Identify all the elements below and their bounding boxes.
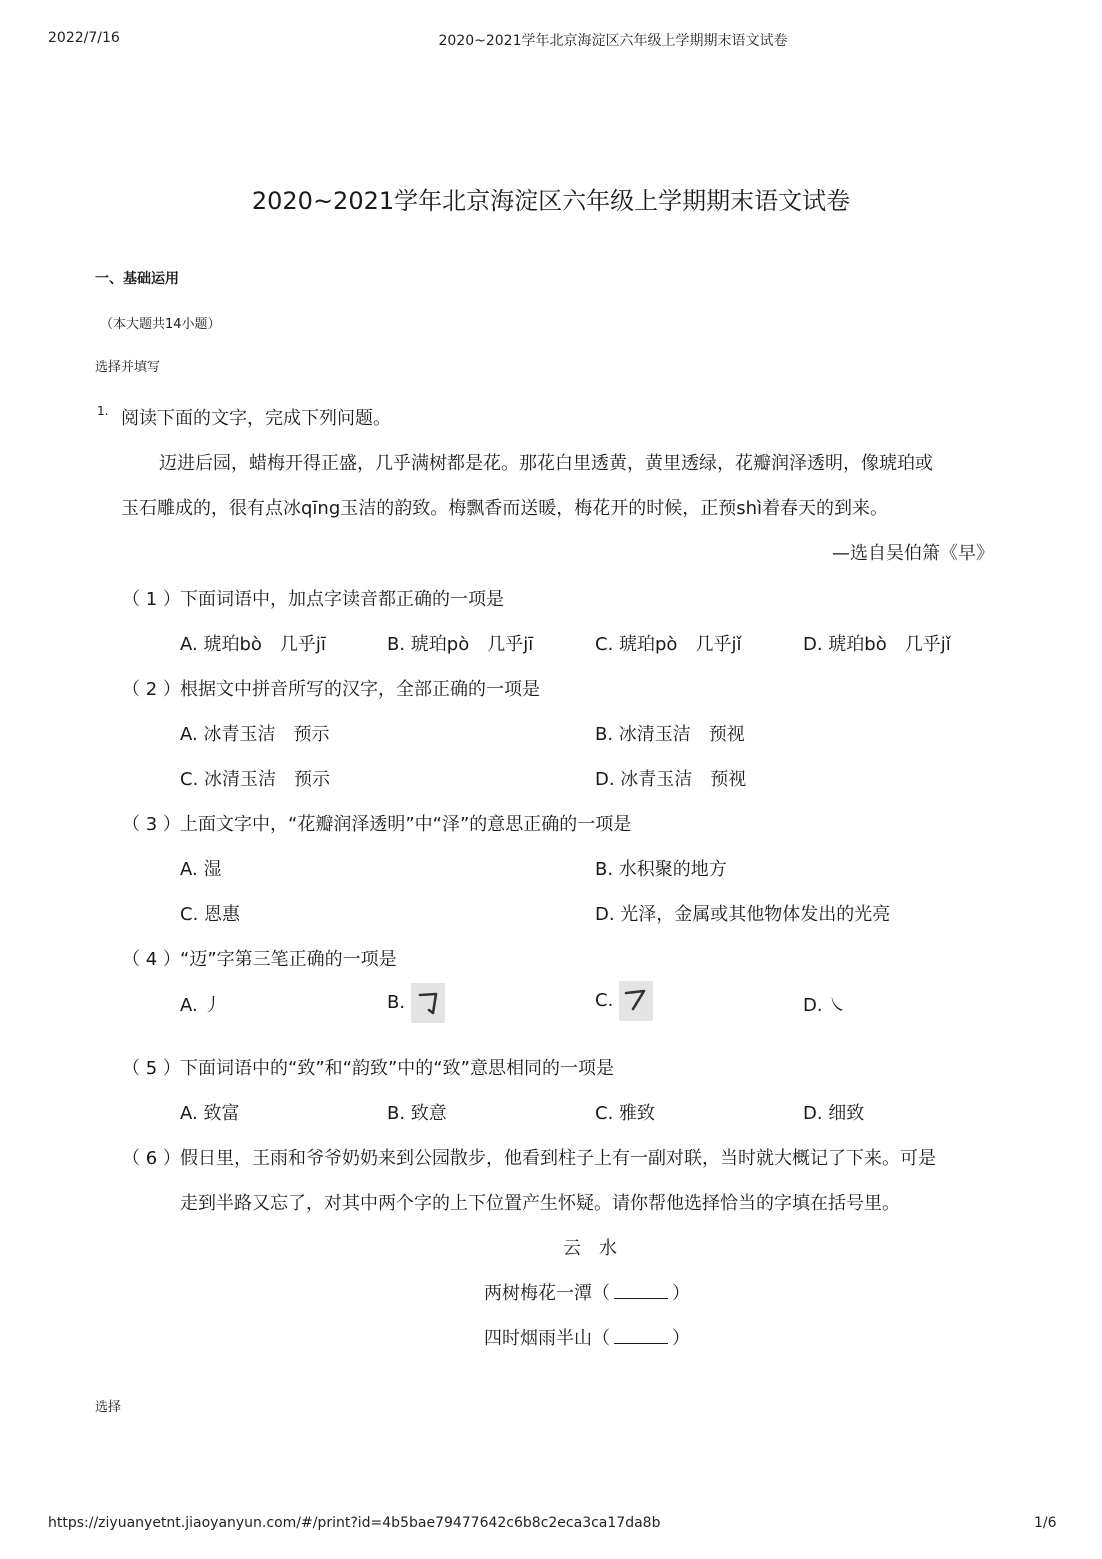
sub-question-text: 上面文字中，“花瓣润泽透明”中“泽”的意思正确的一项是 bbox=[180, 814, 632, 835]
sub-question-number: （ 5 ） bbox=[122, 1058, 181, 1079]
passage-line-1: 迈进后园，蜡梅开得正盛，几乎满树都是花。那花白里透黄，黄里透绿，花瓣润泽透明，像琥珀或 bbox=[159, 453, 933, 474]
sub-question-text-line-1: 假日里，王雨和爷爷奶奶来到公园散步，他看到柱子上有一副对联，当时就大概记了下来。可是 bbox=[180, 1148, 936, 1169]
section-note: （本大题共14小题） bbox=[100, 317, 221, 332]
option-c[interactable]: C. 琥珀pò 几乎jǐ bbox=[595, 634, 742, 655]
question-type: 选择并填写 bbox=[95, 360, 161, 375]
option-b[interactable] bbox=[387, 983, 445, 1023]
option-b[interactable]: B. 琥珀pò 几乎jī bbox=[387, 634, 534, 655]
sub-question-number: （ 3 ） bbox=[122, 814, 181, 835]
couplet-choices: 云 水 bbox=[563, 1238, 617, 1259]
option-b[interactable]: B. 致意 bbox=[387, 1103, 447, 1124]
sub-question-text: 下面词语中，加点字读音都正确的一项是 bbox=[180, 589, 504, 610]
option-c[interactable]: C. 恩惠 bbox=[180, 904, 241, 925]
print-header-title: 2020~2021学年北京海淀区六年级上学期期末语文试卷 bbox=[438, 33, 788, 49]
option-b[interactable]: B. 水积聚的地方 bbox=[595, 859, 727, 880]
sub-question-text: “迈”字第三笔正确的一项是 bbox=[180, 949, 397, 970]
option-c[interactable]: C. 冰清玉洁 预示 bbox=[180, 769, 331, 790]
option-c[interactable] bbox=[595, 981, 653, 1021]
option-b-label: B. bbox=[387, 992, 406, 1013]
sub-question-number: （ 1 ） bbox=[122, 589, 181, 610]
couplet-line-2 bbox=[484, 1324, 690, 1350]
sub-question-text: 下面词语中的“致”和“韵致”中的“致”意思相同的一项是 bbox=[180, 1058, 614, 1079]
couplet-line-1 bbox=[484, 1279, 690, 1305]
option-b[interactable]: B. 冰清玉洁 预视 bbox=[595, 724, 745, 745]
option-d[interactable]: D. ㇏ bbox=[803, 995, 847, 1016]
couplet-close-paren: ） bbox=[672, 1328, 690, 1349]
passage-line-2: 玉石雕成的，很有点冰qīng玉洁的韵致。梅飘香而送暖，梅花开的时候，正预shì着春天的到来。 bbox=[121, 498, 889, 519]
option-d[interactable]: D. 冰青玉洁 预视 bbox=[595, 769, 747, 790]
page-number: 1/6 bbox=[1034, 1515, 1057, 1531]
couplet-close-paren: ） bbox=[672, 1283, 690, 1304]
couplet-line-1-text: 两树梅花一潭（ bbox=[484, 1283, 610, 1304]
page-title: 2020~2021学年北京海淀区六年级上学期期末语文试卷 bbox=[251, 187, 851, 215]
sub-question-number: （ 6 ） bbox=[122, 1148, 181, 1169]
option-c[interactable]: C. 雅致 bbox=[595, 1103, 656, 1124]
next-question-type: 选择 bbox=[95, 1400, 122, 1415]
option-d[interactable]: D. 琥珀bò 几乎jǐ bbox=[803, 634, 951, 655]
option-a[interactable]: A. 致富 bbox=[180, 1103, 240, 1124]
sub-question-text-line-2: 走到半路又忘了，对其中两个字的上下位置产生怀疑。请你帮他选择恰当的字填在括号里。 bbox=[180, 1193, 900, 1214]
section-heading: 一、基础运用 bbox=[95, 271, 179, 287]
couplet-line-2-text: 四时烟雨半山（ bbox=[484, 1328, 610, 1349]
footer-url[interactable]: https://ziyuanyetnt.jiaoyanyun.com/#/print?id=4b5bae79477642c6b8c2eca3ca17da8b bbox=[48, 1515, 661, 1531]
answer-blank[interactable] bbox=[614, 1282, 668, 1299]
question-prompt: 阅读下面的文字，完成下列问题。 bbox=[121, 408, 391, 429]
option-c-label: C. bbox=[595, 990, 614, 1011]
passage-source: —选自吴伯箫《早》 bbox=[832, 543, 994, 564]
sub-question-number: （ 2 ） bbox=[122, 679, 181, 700]
answer-blank[interactable] bbox=[614, 1327, 668, 1344]
print-date: 2022/7/16 bbox=[48, 30, 120, 46]
sub-question-number: （ 4 ） bbox=[122, 949, 181, 970]
question-number: 1. bbox=[97, 404, 109, 418]
option-d[interactable]: D. 细致 bbox=[803, 1103, 865, 1124]
option-a[interactable]: A. 湿 bbox=[180, 859, 222, 880]
sub-question-text: 根据文中拼音所写的汉字，全部正确的一项是 bbox=[180, 679, 540, 700]
option-a[interactable]: A. 冰青玉洁 预示 bbox=[180, 724, 330, 745]
option-a[interactable]: A. 丿 bbox=[180, 995, 222, 1016]
stroke-turn-image bbox=[619, 981, 653, 1021]
option-a[interactable]: A. 琥珀bò 几乎jī bbox=[180, 634, 326, 655]
option-d[interactable]: D. 光泽，金属或其他物体发出的光亮 bbox=[595, 904, 891, 925]
stroke-hook-image bbox=[411, 983, 445, 1023]
